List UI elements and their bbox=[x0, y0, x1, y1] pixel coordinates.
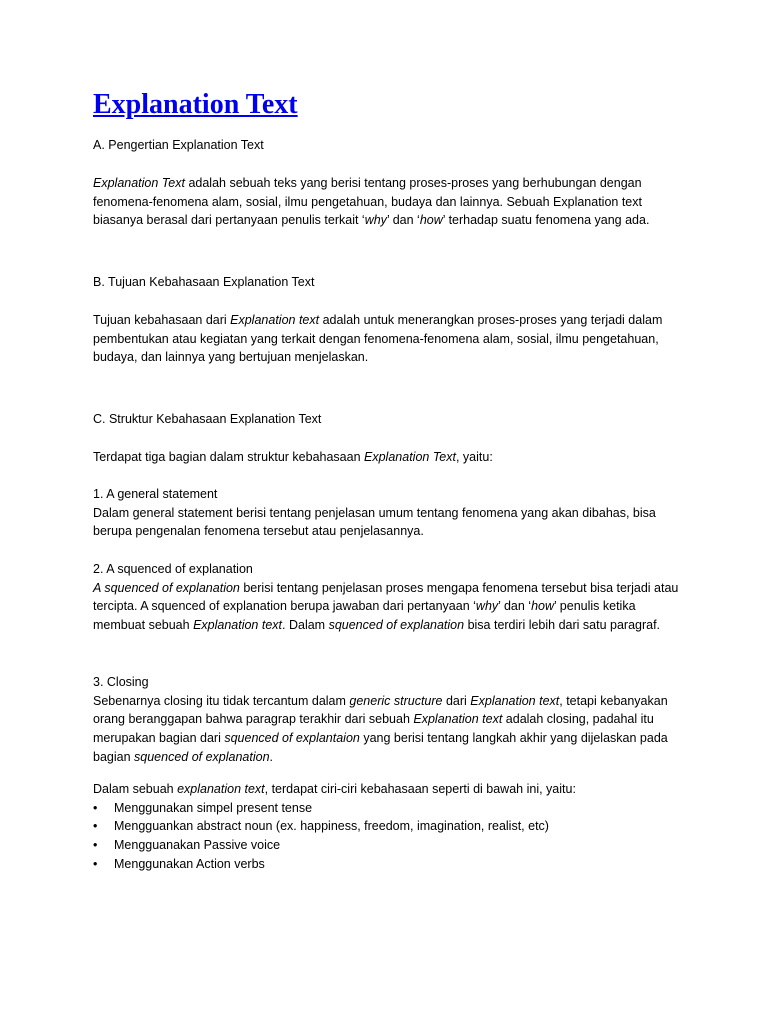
section-a-paragraph: Explanation Text adalah sebuah teks yang berisi tentang proses-proses yang berhubungan dengan fenomena-fenomena alam, sosial, ilmu pengetahuan, budaya dan lainnya. Sebuah Explanation text biasanya berasal dari pertanyaan penulis terkait ‘why’ dan ‘how’ terhadap suatu fenomena yang ada. bbox=[93, 176, 650, 228]
section-a-term: Explanation Text bbox=[93, 176, 185, 190]
section-c bbox=[93, 410, 688, 429]
section-c-heading: C. Struktur Kebahasaan Explanation Text bbox=[93, 412, 322, 426]
structure-item-2 bbox=[93, 560, 688, 635]
section-a-heading: A. Pengertian Explanation Text bbox=[93, 138, 264, 152]
structure-item-3-heading: 3. Closing bbox=[93, 675, 149, 689]
section-b bbox=[93, 273, 688, 292]
bullet-icon: • bbox=[93, 800, 98, 815]
section-c-intro: Terdapat tiga bagian dalam struktur kebahasaan Explanation Text, yaitu: bbox=[93, 450, 493, 464]
document-title-link[interactable]: Explanation Text bbox=[93, 89, 298, 120]
list-item: • Mengguankan abstract noun (ex. happiness, freedom, imagination, realist, etc) bbox=[93, 817, 688, 836]
list-item: • Mengguanakan Passive voice bbox=[93, 836, 688, 855]
structure-item-1-text: Dalam general statement berisi tentang penjelasan umum tentang fenomena yang akan dibahas, bisa berupa pengenalan fenomena tersebut atau penjelasannya. bbox=[93, 505, 656, 539]
bullet-icon: • bbox=[93, 856, 98, 871]
features-section bbox=[93, 780, 688, 874]
list-item: • Menggunakan simpel present tense bbox=[93, 799, 688, 818]
structure-item-3-text: Sebenarnya closing itu tidak tercantum dalam generic structure dari Explanation text, tetapi kebanyakan orang beranggapan bahwa paragrap terakhir dari sebuah Explanation text adalah closing, padahal itu merupakan bagian dari squenced of explantaion yang berisi tentang langkah akhir yang dijelaskan pada bagian squenced of explanation. bbox=[93, 693, 668, 764]
structure-item-1-heading: 1. A general statement bbox=[93, 487, 218, 501]
list-item: • Menggunakan Action verbs bbox=[93, 855, 688, 874]
features-list bbox=[93, 799, 688, 874]
section-a bbox=[93, 136, 688, 155]
structure-item-2-heading: 2. A squenced of explanation bbox=[93, 562, 253, 576]
section-b-heading: B. Tujuan Kebahasaan Explanation Text bbox=[93, 275, 315, 289]
structure-item-2-text: A squenced of explanation berisi tentang penjelasan proses mengapa fenomena tersebut bisa terjadi atau tercipta. A squenced of explanation berupa jawaban dari pertanyaan ‘why’ dan ‘how’ penulis ketika membuat sebuah Explanation text. Dalam squenced of explanation bisa terdiri lebih dari satu paragraf. bbox=[93, 580, 679, 633]
section-b-paragraph: Tujuan kebahasaan dari Explanation text adalah untuk menerangkan proses-proses yang terjadi dalam pembentukan atau kegiatan yang terkait dengan fenomena-fenomena alam, sosial, ilmu pengetahuan, budaya, dan lainnya yang bertujuan menjelaskan. bbox=[93, 313, 663, 365]
features-intro: Dalam sebuah explanation text, terdapat ciri-ciri kebahasaan seperti di bawah ini, yaitu: bbox=[93, 782, 576, 796]
bullet-icon: • bbox=[93, 838, 98, 853]
structure-item-1 bbox=[93, 485, 688, 541]
structure-item-3 bbox=[93, 673, 688, 767]
bullet-icon: • bbox=[93, 819, 98, 834]
